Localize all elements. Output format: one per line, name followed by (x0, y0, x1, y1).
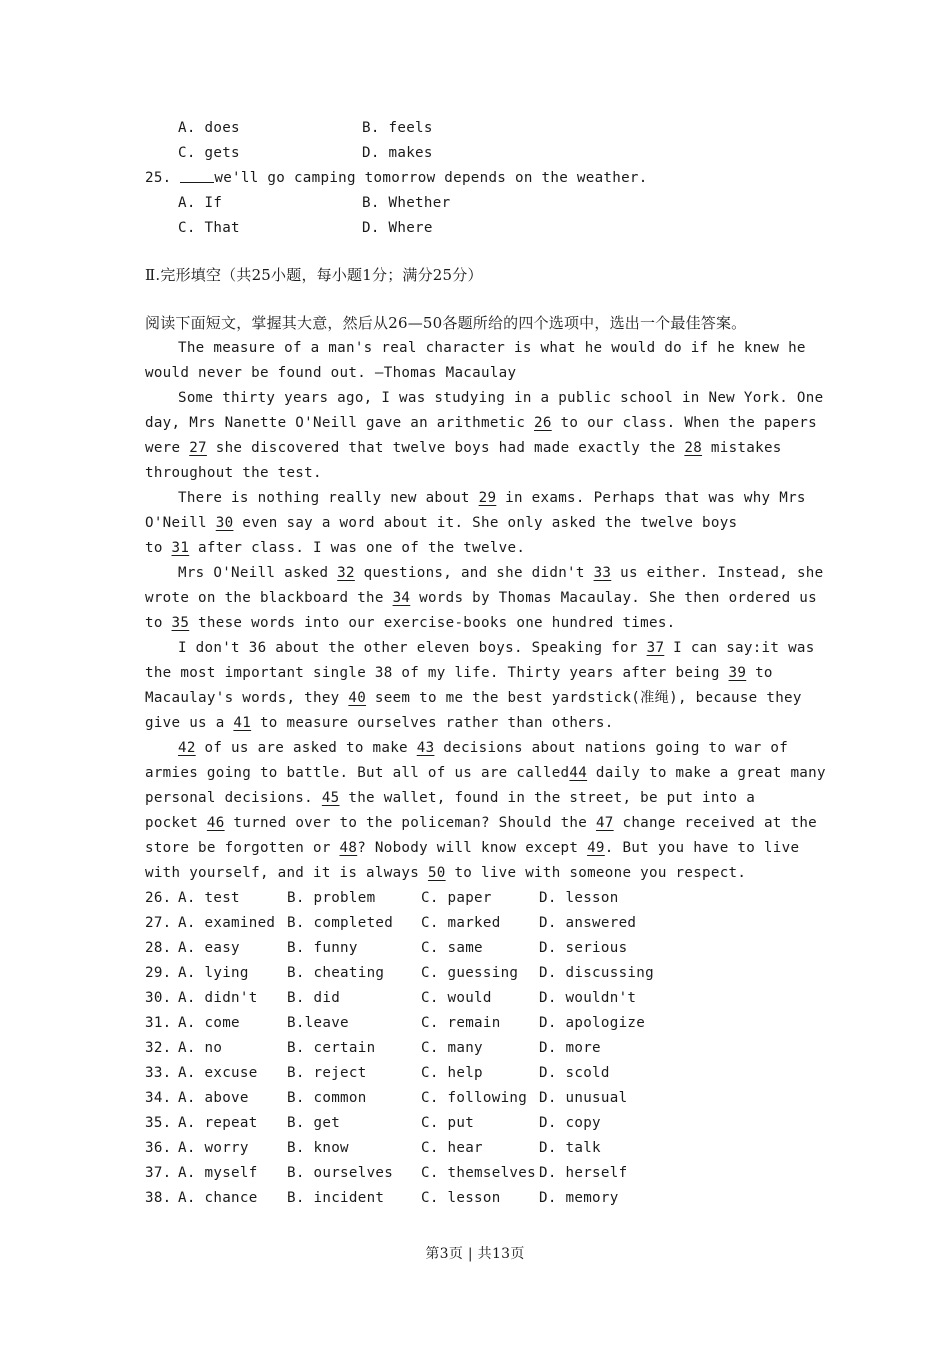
q25-blank (180, 167, 214, 183)
choice-a: A. didn't (178, 990, 258, 1006)
passage-text: even say a word about it. She only asked the twelve boys (233, 515, 738, 531)
choice-c: C. themselves (421, 1165, 536, 1181)
choice-d: D. answered (539, 915, 637, 931)
passage-line (145, 711, 805, 736)
passage-text: were (145, 440, 190, 456)
q25-option-a: A. If (178, 195, 223, 211)
blank-number: 47 (595, 815, 614, 831)
blank-number: 46 (206, 815, 225, 831)
choice-a: A. above (178, 1090, 249, 1106)
choice-c: C. hear (421, 1140, 483, 1156)
passage-line (145, 486, 838, 511)
blank-number: 39 (728, 665, 747, 681)
passage-text: to (746, 665, 773, 681)
choice-a: A. lying (178, 965, 249, 981)
blank-number: 49 (587, 840, 605, 856)
passage-line (145, 436, 805, 461)
passage-text: of us are asked to make (195, 740, 417, 756)
passage-text: wrote on the blackboard the (145, 590, 393, 606)
choice-b: B. certain (287, 1040, 376, 1056)
choice-c: C. same (421, 940, 483, 956)
choice-a: A. excuse (178, 1065, 258, 1081)
blank-number: 28 (684, 440, 703, 456)
blank-number: 45 (321, 790, 340, 806)
choice-number: 27. (145, 915, 172, 931)
choice-b: B. funny (287, 940, 358, 956)
choice-d: D. apologize (539, 1015, 646, 1031)
passage-text: There is nothing really new about (178, 490, 479, 506)
passage-line (145, 511, 805, 536)
choice-c: C. paper (421, 890, 492, 906)
choice-b: B. ourselves (287, 1165, 394, 1181)
q25-option-c: C. That (178, 220, 240, 236)
blank-number: 37 (646, 640, 665, 656)
blank-number: 26 (534, 415, 552, 431)
q24-option-c: C. gets (178, 145, 240, 161)
choice-d: D. wouldn't (539, 990, 637, 1006)
passage-text: with yourself, and it is always (145, 865, 428, 881)
choice-c: C. many (421, 1040, 483, 1056)
choice-row (145, 1036, 805, 1061)
choice-a: A. myself (178, 1165, 258, 1181)
blank-number: 27 (189, 440, 207, 456)
passage-text: pocket (145, 815, 207, 831)
choice-number: 37. (145, 1165, 172, 1181)
choice-c: C. help (421, 1065, 483, 1081)
choice-b: B. get (287, 1115, 341, 1131)
choice-row (145, 1011, 805, 1036)
choice-a: A. examined (178, 915, 276, 931)
passage-text: mistakes (702, 440, 782, 456)
q25-option-b: B. Whether (362, 195, 451, 211)
blank-number: 44 (569, 765, 588, 781)
choice-b: B. problem (287, 890, 376, 906)
passage-text: to measure ourselves rather than others. (251, 715, 614, 731)
choice-b: B. common (287, 1090, 367, 1106)
section-instruction: 阅读下面短文，掌握其大意，然后从26—50各题所给的四个选项中，选出一个最佳答案。 (145, 314, 747, 332)
q24-option-d: D. makes (362, 145, 433, 161)
choice-number: 36. (145, 1140, 172, 1156)
choice-row (145, 961, 805, 986)
passage-text: after class. I was one of the twelve. (189, 540, 526, 556)
passage-text: Macaulay's words, they (145, 690, 349, 706)
choice-row (145, 1061, 805, 1086)
passage-text: change received at the (613, 815, 817, 831)
blank-number: 30 (215, 515, 234, 531)
blank-number: 32 (337, 565, 355, 581)
choice-b: B. did (287, 990, 341, 1006)
choice-a: A. no (178, 1040, 223, 1056)
choice-d: D. talk (539, 1140, 601, 1156)
passage-line (145, 761, 826, 786)
passage-text: store be forgotten or (145, 840, 340, 856)
choice-a: A. worry (178, 1140, 249, 1156)
blank-number: 43 (416, 740, 435, 756)
passage-text: Mrs O'Neill asked (178, 565, 338, 581)
passage-text: turned over to the policeman? Should the (224, 815, 596, 831)
passage-line (145, 636, 838, 661)
choice-number: 28. (145, 940, 172, 956)
choice-a: A. chance (178, 1190, 258, 1206)
passage-text: to (145, 540, 172, 556)
passage-line (145, 411, 817, 436)
choice-d: D. scold (539, 1065, 610, 1081)
passage-text: I can say:it was (664, 640, 815, 656)
passage-line: throughout the test. (145, 465, 322, 481)
choice-d: D. lesson (539, 890, 619, 906)
choice-d: D. serious (539, 940, 628, 956)
choice-b: B.leave (287, 1015, 349, 1031)
choice-number: 38. (145, 1190, 172, 1206)
passage-text: us either. Instead, she (611, 565, 824, 581)
passage-line (145, 586, 817, 611)
choice-c: C. marked (421, 915, 501, 931)
passage-text: give us a (145, 715, 234, 731)
choice-c: C. guessing (421, 965, 519, 981)
choice-row (145, 1161, 805, 1186)
passage-text: she discovered that twelve boys had made exactly the (206, 440, 685, 456)
passage-line (145, 786, 805, 811)
choice-a: A. test (178, 890, 240, 906)
choice-row (145, 911, 805, 936)
page-footer: 第3页 | 共13页 (425, 1246, 525, 1262)
choice-row (145, 986, 805, 1011)
choice-number: 29. (145, 965, 172, 981)
choice-number: 34. (145, 1090, 172, 1106)
passage-line (145, 561, 838, 586)
blank-number: 48 (339, 840, 358, 856)
section-heading: Ⅱ.完形填空（共25小题，每小题1分；满分25分） (145, 266, 483, 284)
choice-number: 32. (145, 1040, 172, 1056)
passage-text: to (145, 615, 172, 631)
passage-line: would never be found out. —Thomas Macaulay (145, 365, 517, 381)
choice-c: C. put (421, 1115, 475, 1131)
choice-number: 26. (145, 890, 172, 906)
choice-c: C. would (421, 990, 492, 1006)
blank-number: 40 (348, 690, 367, 706)
choice-d: D. memory (539, 1190, 619, 1206)
choice-d: D. discussing (539, 965, 654, 981)
blank-number: 31 (171, 540, 190, 556)
passage-text: these words into our exercise-books one hundred times. (189, 615, 676, 631)
choice-number: 31. (145, 1015, 172, 1031)
choice-c: C. following (421, 1090, 528, 1106)
choice-row (145, 1086, 805, 1111)
choice-row (145, 1111, 805, 1136)
passage-line (145, 811, 817, 836)
choice-c: C. lesson (421, 1190, 501, 1206)
choice-number: 33. (145, 1065, 172, 1081)
passage-text: seem to me the best yardstick(准绳), because they (366, 690, 802, 706)
passage-line (145, 836, 805, 861)
blank-number: 35 (171, 615, 190, 631)
blank-number: 41 (233, 715, 252, 731)
passage-line (145, 611, 805, 636)
choice-number: 35. (145, 1115, 172, 1131)
q25-option-d: D. Where (362, 220, 433, 236)
q25-stem (145, 166, 805, 191)
choice-a: A. repeat (178, 1115, 258, 1131)
choice-number: 30. (145, 990, 172, 1006)
passage-text: day, Mrs Nanette O'Neill gave an arithmetic (145, 415, 535, 431)
passage-text: O'Neill (145, 515, 216, 531)
passage-text: the wallet, found in the street, be put into a (339, 790, 756, 806)
choice-b: B. completed (287, 915, 394, 931)
passage-text: armies going to battle. But all of us are called (145, 765, 570, 781)
blank-number: 29 (478, 490, 497, 506)
q24-option-a: A. does (178, 120, 240, 136)
q24-option-b: B. feels (362, 120, 433, 136)
q25-number: 25. (145, 170, 172, 186)
choice-b: B. reject (287, 1065, 367, 1081)
passage-text: the most important single 38 of my life. Thirty years after being (145, 665, 729, 681)
choice-d: D. unusual (539, 1090, 628, 1106)
passage-line (145, 536, 805, 561)
passage-line: The measure of a man's real character is what he would do if he knew he (178, 340, 806, 356)
blank-number: 50 (427, 865, 446, 881)
choice-a: A. easy (178, 940, 240, 956)
passage-line (145, 686, 805, 711)
passage-text: decisions about nations going to war of (434, 740, 789, 756)
passage-text: . But you have to live (604, 840, 800, 856)
passage-text: daily to make a great many (587, 765, 826, 781)
choice-b: B. incident (287, 1190, 385, 1206)
blank-number: 33 (593, 565, 612, 581)
passage-text: to our class. When the papers (551, 415, 817, 431)
q25-text: we'll go camping tomorrow depends on the weather. (214, 170, 648, 186)
passage-line: Some thirty years ago, I was studying in a public school in New York. One (178, 390, 824, 406)
blank-number: 34 (392, 590, 411, 606)
choice-a: A. come (178, 1015, 240, 1031)
passage-line (145, 736, 838, 761)
choice-d: D. more (539, 1040, 601, 1056)
passage-line (145, 661, 805, 686)
choice-b: B. know (287, 1140, 349, 1156)
choice-row (145, 1186, 805, 1211)
passage-text: ? Nobody will know except (357, 840, 588, 856)
passage-text: to live with someone you respect. (445, 865, 747, 881)
choice-row (145, 886, 805, 911)
passage-text: in exams. Perhaps that was why Mrs (496, 490, 806, 506)
choice-b: B. cheating (287, 965, 385, 981)
choice-row (145, 936, 805, 961)
passage-text: words by Thomas Macaulay. She then ordered us (410, 590, 817, 606)
choice-c: C. remain (421, 1015, 501, 1031)
choice-d: D. copy (539, 1115, 601, 1131)
passage-text: personal decisions. (145, 790, 322, 806)
blank-number: 42 (178, 740, 196, 756)
passage-text: questions, and she didn't (354, 565, 594, 581)
choice-row (145, 1136, 805, 1161)
passage-line (145, 861, 805, 886)
passage-text: I don't 36 about the other eleven boys. Speaking for (178, 640, 647, 656)
choice-d: D. herself (539, 1165, 628, 1181)
